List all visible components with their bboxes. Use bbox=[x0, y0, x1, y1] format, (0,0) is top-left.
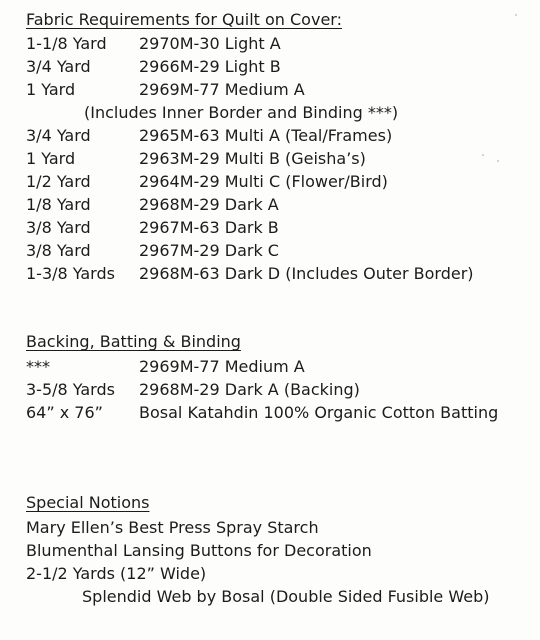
fabric-qty: 1-3/8 Yards bbox=[26, 264, 115, 283]
fabric-qty: 1-1/8 Yard bbox=[26, 34, 107, 53]
fabric-desc: 2965M-63 Multi A (Teal/Frames) bbox=[139, 126, 393, 145]
backing-heading: Backing, Batting & Binding bbox=[26, 332, 241, 351]
scan-speck bbox=[515, 14, 517, 16]
fabric-qty: 3/4 Yard bbox=[26, 57, 91, 76]
notion-text: Mary Ellen’s Best Press Spray Starch bbox=[26, 518, 319, 537]
notions-heading: Special Notions bbox=[26, 493, 150, 512]
backing-desc: 2968M-29 Dark A (Backing) bbox=[139, 380, 360, 399]
backing-qty: *** bbox=[26, 357, 50, 376]
fabric-requirements-heading: Fabric Requirements for Quilt on Cover: bbox=[26, 10, 342, 29]
notion-text: 2-1/2 Yards (12” Wide) bbox=[26, 564, 207, 583]
fabric-desc: 2970M-30 Light A bbox=[139, 34, 281, 53]
backing-desc: Bosal Katahdin 100% Organic Cotton Batting bbox=[139, 403, 499, 422]
fabric-qty: 1/2 Yard bbox=[26, 172, 91, 191]
fabric-desc: 2967M-29 Dark C bbox=[139, 241, 279, 260]
fabric-desc: 2964M-29 Multi C (Flower/Bird) bbox=[139, 172, 388, 191]
fabric-qty: 3/8 Yard bbox=[26, 218, 91, 237]
backing-desc: 2969M-77 Medium A bbox=[139, 357, 305, 376]
fabric-note: (Includes Inner Border and Binding ***) bbox=[84, 103, 399, 122]
fabric-desc: 2967M-63 Dark B bbox=[139, 218, 279, 237]
scan-speck bbox=[497, 160, 499, 162]
backing-qty: 64” x 76” bbox=[26, 403, 103, 422]
fabric-desc: 2968M-63 Dark D (Includes Outer Border) bbox=[139, 264, 474, 283]
fabric-desc: 2963M-29 Multi B (Geisha’s) bbox=[139, 149, 366, 168]
fabric-qty: 1 Yard bbox=[26, 80, 76, 99]
fabric-desc: 2966M-29 Light B bbox=[139, 57, 281, 76]
fabric-qty: 1 Yard bbox=[26, 149, 76, 168]
backing-qty: 3-5/8 Yards bbox=[26, 380, 115, 399]
scan-speck bbox=[482, 154, 484, 156]
fabric-desc: 2968M-29 Dark A bbox=[139, 195, 279, 214]
fabric-qty: 1/8 Yard bbox=[26, 195, 91, 214]
notion-sub-text: Splendid Web by Bosal (Double Sided Fusible Web) bbox=[82, 587, 490, 606]
fabric-desc: 2969M-77 Medium A bbox=[139, 80, 305, 99]
fabric-qty: 3/8 Yard bbox=[26, 241, 91, 260]
fabric-qty: 3/4 Yard bbox=[26, 126, 91, 145]
notion-text: Blumenthal Lansing Buttons for Decoration bbox=[26, 541, 372, 560]
